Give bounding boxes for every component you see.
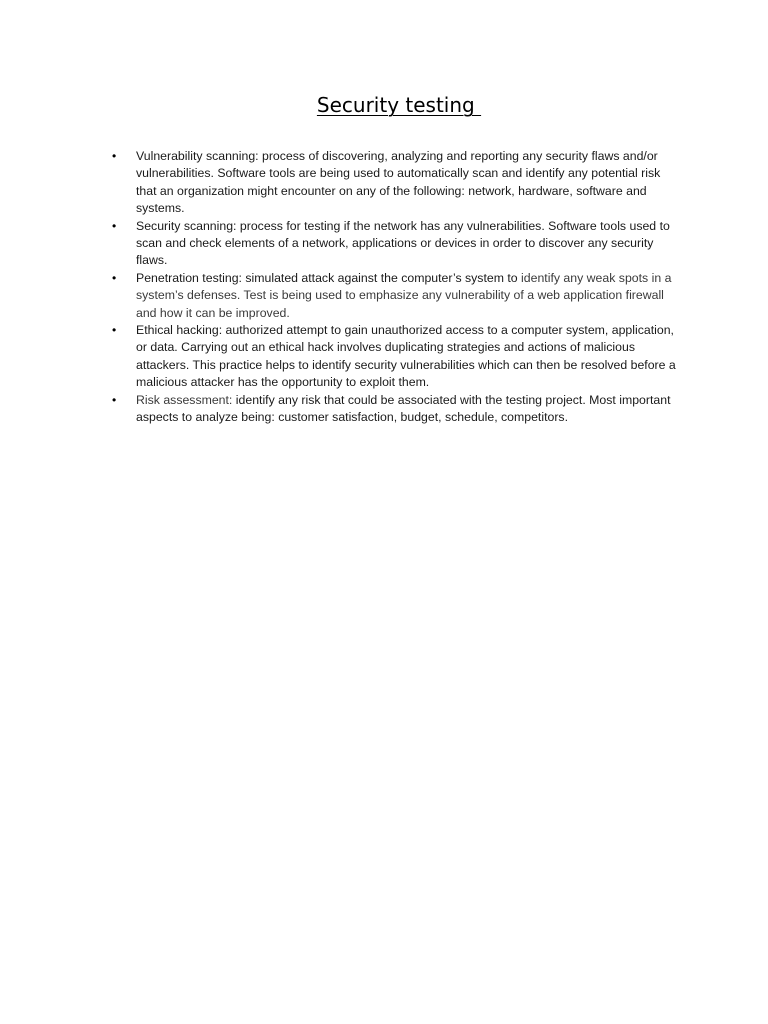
list-item-vulnerability-scanning <box>112 148 676 218</box>
list-item-penetration-testing <box>112 270 676 322</box>
list-item-text-continued: identify any weak spots in a system’s defenses. Test is being used to emphasize any vulnerability of a web application firewall and how it can be improved. <box>136 270 672 320</box>
list-item-text-continued: identify any risk that could be associated with the testing project. Most important aspects to analyze being: customer satisfaction, budget, schedule, competitors. <box>136 392 671 425</box>
document-title: Security testing <box>316 93 482 117</box>
bullet-icon: • <box>112 270 117 285</box>
list-item-text: Vulnerability scanning: process of discovering, analyzing and reporting any security flaws and/or vulnerabilities. Software tools are being used to automatically scan and identify any potential risk that an organization might encounter on any of the following: network, hardware, software and systems. <box>136 149 661 216</box>
list-item-security-scanning <box>112 218 676 270</box>
bullet-icon: • <box>112 323 117 338</box>
bullet-list <box>112 148 676 427</box>
list-item-ethical-hacking <box>112 322 676 392</box>
list-item-text: Penetration testing: simulated attack against the computer’s system to <box>136 270 522 285</box>
bullet-icon: • <box>112 392 117 407</box>
bullet-icon: • <box>112 218 117 233</box>
list-item-text: Risk assessment: <box>136 392 236 407</box>
bullet-icon: • <box>112 149 117 163</box>
list-item-text: Security scanning: process for testing if the network has any vulnerabilities. Software tools used to scan and check elements of a network, applications or devices in order to discover any security flaws. <box>136 218 670 268</box>
list-item-risk-assessment <box>112 392 676 427</box>
list-item-text: Ethical hacking: authorized attempt to gain unauthorized access to a computer system, application, or data. Carrying out an ethical hack involves duplicating strategies and actions of malicious attackers. This practice helps to identify security vulnerabilities which can then be resolved before a malicious attacker has the opportunity to exploit them. <box>136 323 676 390</box>
